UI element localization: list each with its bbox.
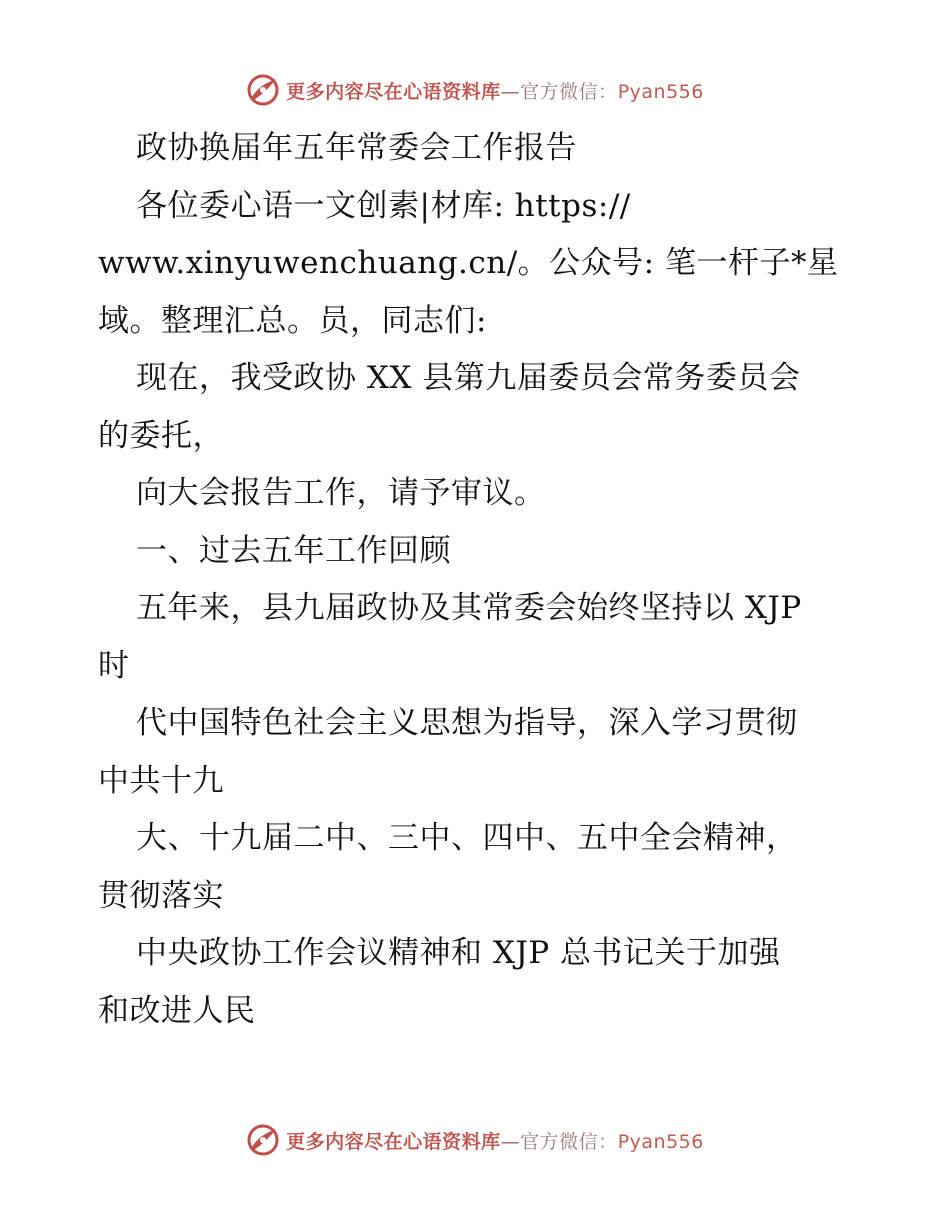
section-heading: 一、过去五年工作回顾 [136,532,451,569]
watermark-text [286,1127,704,1154]
doc-line: 各位委心语一文创素|材库: https:// [136,187,631,224]
doc-line: 中央政协工作会议精神和 XJP 总书记关于加强 [136,935,781,971]
doc-line: 中共十九 [98,762,224,799]
watermark-brand: 更多内容尽在心语资料库 [286,1130,501,1153]
doc-line: 向大会报告工作，请予审议。 [136,475,546,511]
doc-line: 现在，我受政协 XX 县第九届委员会常务委员会 [136,360,801,396]
pen-nib-logo-icon [246,73,280,107]
doc-line: 五年来，县九届政协及其常委会始终坚持以 XJP [136,590,802,626]
footer-watermark [0,1120,950,1160]
doc-line: 大、十九届二中、三中、四中、五中全会精神， [136,820,798,856]
doc-line: 域。整理汇总。员，同志们: [98,302,487,339]
document-title: 政协换届年五年常委会工作报告 [136,130,577,166]
watermark-text [286,77,704,104]
watermark-official-label: 官方微信： [520,1130,618,1153]
doc-line: www.xinyuwenchuang.cn/。公众号: 笔一杆子*星 [98,245,839,281]
header-watermark [0,70,950,110]
watermark-wechat-id: Pyan556 [617,1130,704,1153]
doc-line: 贯彻落实 [98,877,224,914]
watermark-brand: 更多内容尽在心语资料库 [286,80,501,103]
watermark-separator: — [500,1130,521,1153]
watermark-separator: — [500,80,521,103]
document-body [98,120,858,1040]
doc-line: 代中国特色社会主义思想为指导，深入学习贯彻 [136,705,798,741]
doc-line: 时 [98,647,130,684]
watermark-official-label: 官方微信： [520,80,618,103]
doc-line: 和改进人民 [98,992,256,1029]
doc-line: 的委托， [98,417,224,454]
pen-nib-logo-icon [246,1123,280,1157]
watermark-wechat-id: Pyan556 [617,80,704,103]
